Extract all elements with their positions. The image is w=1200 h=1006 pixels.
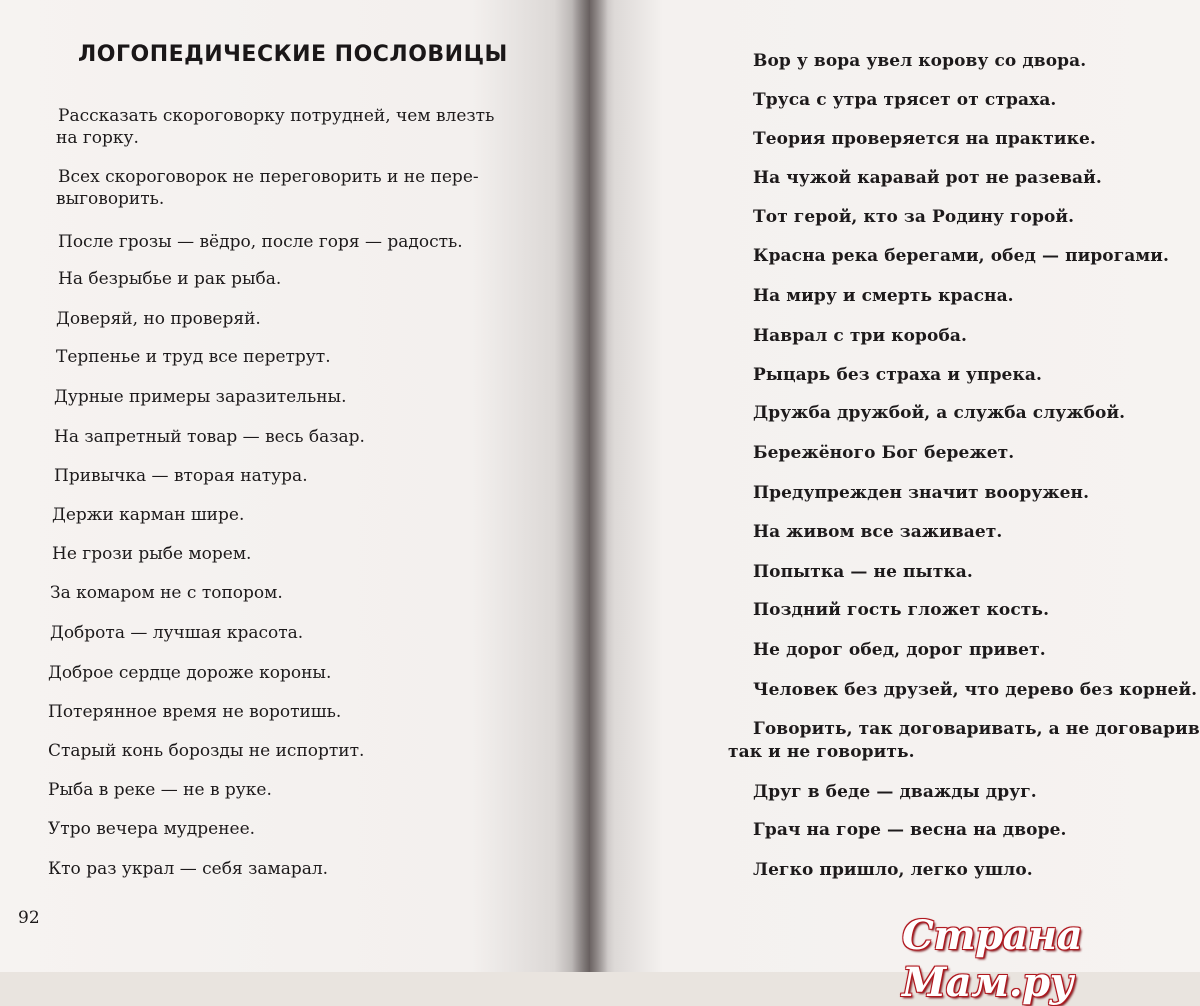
proverb-line: Труса с утра трясет от страха. (753, 90, 1057, 110)
proverb-line: Легко пришло, легко ушло. (753, 860, 1033, 880)
proverb-line: На безрыбье и рак рыба. (58, 269, 282, 289)
page-title: ЛОГОПЕДИЧЕСКИЕ ПОСЛОВИЦЫ (78, 42, 508, 67)
proverb-line: Теория проверяется на практике. (753, 129, 1096, 149)
proverb-line: На миру и смерть красна. (753, 286, 1014, 306)
proverb-line: Друг в беде — дважды друг. (753, 782, 1037, 802)
proverb-line: На запретный товар — весь базар. (54, 427, 365, 447)
proverb-line: На живом все заживает. (753, 522, 1003, 542)
proverb-line: Не дорог обед, дорог привет. (753, 640, 1046, 660)
proverb-line: Терпенье и труд все перетрут. (56, 347, 331, 367)
proverb-line: Дружба дружбой, а служба службой. (753, 403, 1126, 423)
proverb-line: Человек без друзей, что дерево без корней. (753, 680, 1198, 700)
proverb-line: Дурные примеры заразительны. (54, 387, 347, 407)
proverb-line: Красна река берегами, обед — пирогами. (753, 246, 1169, 266)
proverb-line: Вор у вора увел корову со двора. (753, 51, 1087, 71)
proverb-line: Рыба в реке — не в руке. (48, 780, 272, 800)
proverb-line: Доброе сердце дороже короны. (48, 663, 332, 683)
proverb-line: Тот герой, кто за Родину горой. (753, 207, 1075, 227)
proverb-line: Наврал с три короба. (753, 326, 968, 346)
proverb-line: Предупрежден значит вооружен. (753, 483, 1090, 503)
page-number: 92 (18, 908, 40, 928)
proverb-line: Попытка — не пытка. (753, 562, 973, 582)
proverb-line: Рыцарь без страха и упрека. (753, 365, 1042, 385)
proverb-line: Привычка — вторая натура. (54, 466, 308, 486)
proverb-line: Доброта — лучшая красота. (50, 623, 304, 643)
proverb-line: Потерянное время не воротишь. (48, 702, 342, 722)
proverb-line: Всех скороговорок не переговорить и не пере- (58, 167, 479, 187)
proverb-line: Говорить, так договаривать, а не договарив (753, 719, 1200, 739)
book-spine-shadow (572, 0, 608, 972)
proverb-line: Рассказать скороговорку потрудней, чем влезть (58, 106, 495, 126)
proverb-line: так и не говорить. (728, 742, 915, 762)
proverb-line: Не грози рыбе морем. (52, 544, 252, 564)
proverb-line: На чужой каравай рот не разевай. (753, 168, 1102, 188)
left-page (0, 0, 590, 972)
proverb-line: За комаром не с топором. (50, 583, 283, 603)
proverb-line: Держи карман шире. (52, 505, 245, 525)
proverb-line: Утро вечера мудренее. (48, 819, 256, 839)
proverb-line: После грозы — вёдро, после горя — радость. (58, 232, 463, 252)
proverb-line: Бережёного Бог бережет. (753, 443, 1015, 463)
proverb-line: Грач на горе — весна на дворе. (753, 820, 1067, 840)
proverb-line: Доверяй, но проверяй. (56, 309, 261, 329)
proverb-line: Поздний гость гложет кость. (753, 600, 1050, 620)
right-page (590, 0, 1200, 972)
proverb-line: Старый конь борозды не испортит. (48, 741, 365, 761)
proverb-line: выговорить. (56, 189, 165, 209)
site-watermark: Страна Мам.ру (902, 912, 1083, 1006)
proverb-line: на горку. (56, 128, 139, 148)
proverb-line: Кто раз украл — себя замарал. (48, 859, 329, 879)
